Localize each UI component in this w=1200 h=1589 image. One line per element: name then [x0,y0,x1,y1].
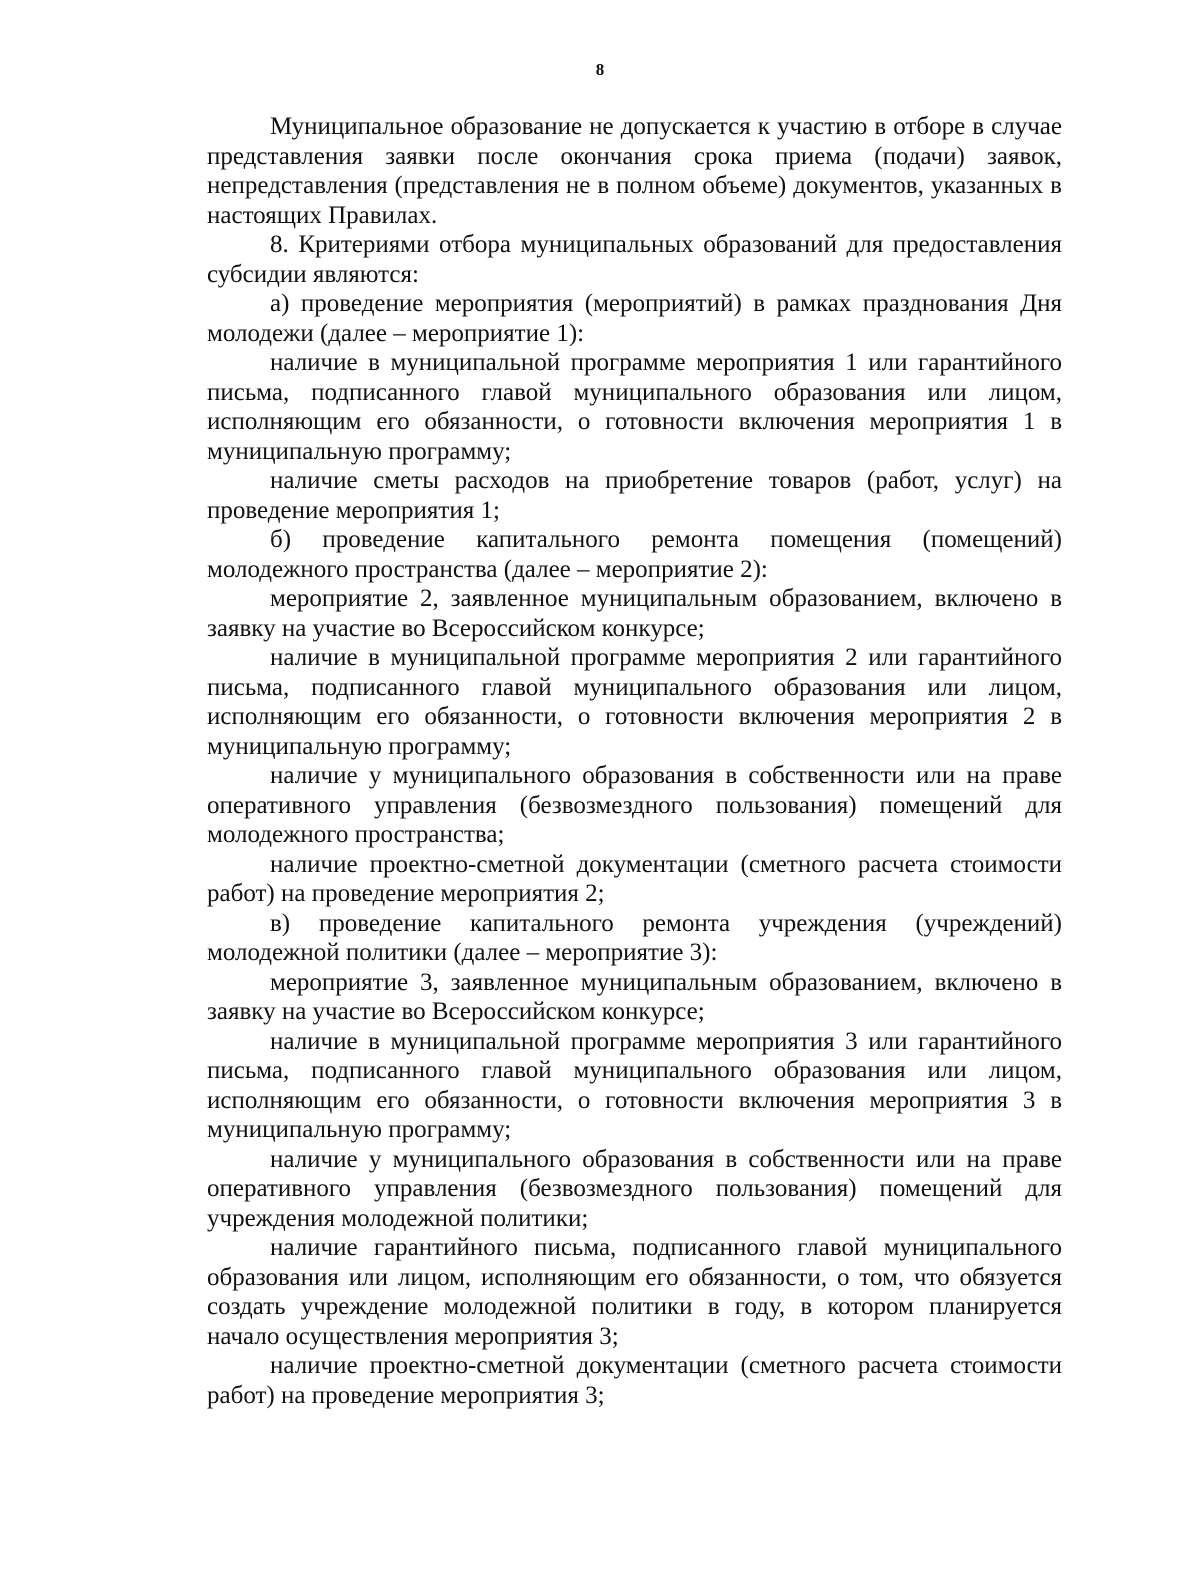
paragraph-item-b-contest: мероприятие 2, заявленное муниципальным образованием, включено в заявку на участие во Всероссийском конкурсе; [207,585,1062,642]
paragraph-item-a: а) проведение мероприятия (мероприятий) в рамках празднования Дня молодежи (далее – мероприятие 1): [207,290,1062,347]
paragraph-item-a-estimate: наличие сметы расходов на приобретение товаров (работ, услуг) на проведение мероприятия 1; [207,467,1062,524]
paragraph-item-b-program: наличие в муниципальной программе мероприятия 2 или гарантийного письма, подписанного главой муниципального образования или лицом, исполняющим его обязанности, о готовности включения мероприятия 2 в муниципальную программу; [207,644,1062,760]
paragraph-item-c-guarantee-letter: наличие гарантийного письма, подписанного главой муниципального образования или лицом, исполняющим его обязанности, о том, что обязуется создать учреждение молодежной политики в году, в котором планируется начало осуществления мероприятия 3; [207,1234,1062,1350]
paragraph-selection-criteria-heading: 8. Критериями отбора муниципальных образований для предоставления субсидии являются: [207,231,1062,288]
paragraph-item-c-documentation: наличие проектно-сметной документации (сметного расчета стоимости работ) на проведение мероприятия 3; [207,1352,1062,1409]
paragraph-item-c-program: наличие в муниципальной программе мероприятия 3 или гарантийного письма, подписанного главой муниципального образования или лицом, исполняющим его обязанности, о готовности включения мероприятия 3 в муниципальную программу; [207,1027,1062,1143]
paragraph-item-a-program: наличие в муниципальной программе мероприятия 1 или гарантийного письма, подписанного главой муниципального образования или лицом, исполняющим его обязанности, о готовности включения мероприятия 1 в муниципальную программу; [207,349,1062,465]
paragraph-item-c-contest: мероприятие 3, заявленное муниципальным образованием, включено в заявку на участие во Всероссийском конкурсе; [207,968,1062,1025]
paragraph-item-b: б) проведение капитального ремонта помещения (помещений) молодежного пространства (далее – мероприятие 2): [207,526,1062,583]
document-body [207,112,1062,1410]
paragraph-item-c-premises: наличие у муниципального образования в собственности или на праве оперативного управления (безвозмездного пользования) помещений для учреждения молодежной политики; [207,1145,1062,1232]
page-number: 8 [595,60,605,79]
paragraph-item-c: в) проведение капитального ремонта учреждения (учреждений) молодежной политики (далее – мероприятие 3): [207,909,1062,966]
paragraph-item-b-documentation: наличие проектно-сметной документации (сметного расчета стоимости работ) на проведение мероприятия 2; [207,850,1062,907]
paragraph-admission-exclusion: Муниципальное образование не допускается к участию в отборе в случае представления заявки после окончания срока приема (подачи) заявок, непредставления (представления не в полном объеме) документов, указанных в настоящих Правилах. [207,113,1062,229]
paragraph-item-b-premises: наличие у муниципального образования в собственности или на праве оперативного управления (безвозмездного пользования) помещений для молодежного пространства; [207,762,1062,848]
